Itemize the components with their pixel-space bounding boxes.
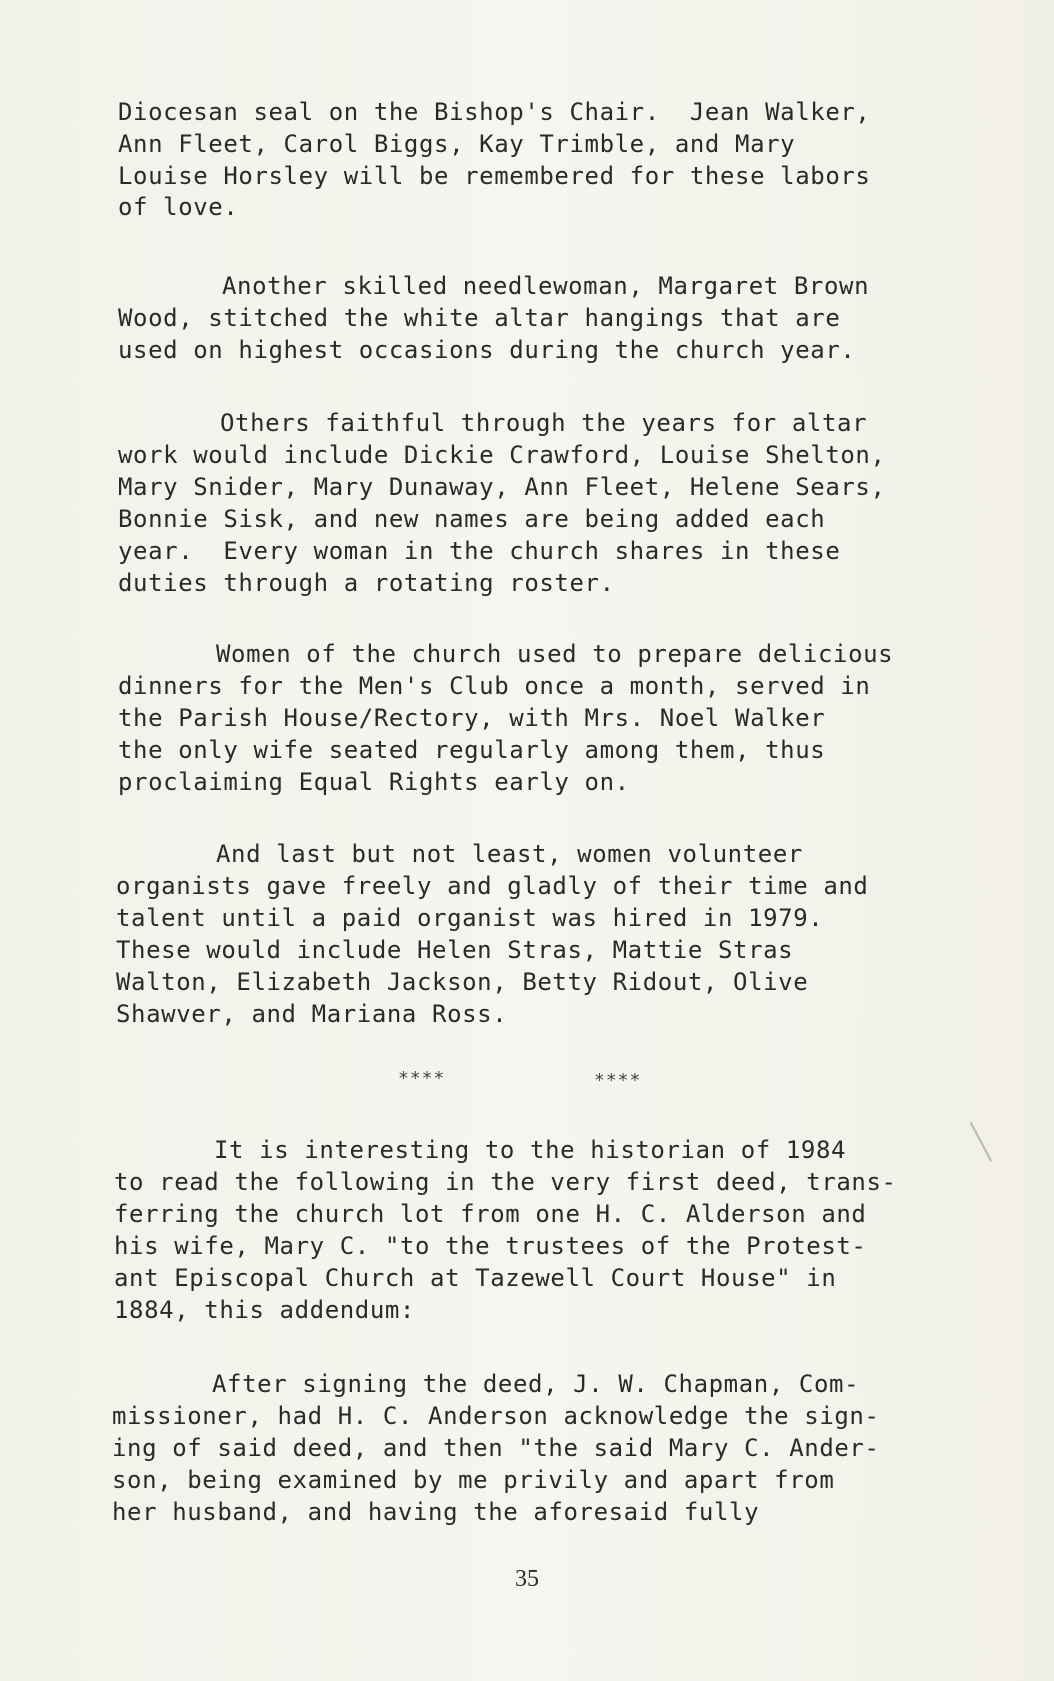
paragraph-3-line-2: work would include Dickie Crawford, Louise Shelton,: [118, 441, 886, 469]
paragraph-6-line-3: ferring the church lot from one H. C. Alderson and: [114, 1200, 867, 1228]
paragraph-6-line-1: It is interesting to the historian of 1984: [214, 1136, 847, 1164]
paragraph-4-line-3: the Parish House/Rectory, with Mrs. Noel Walker: [118, 704, 826, 732]
paragraph-6-line-5: ant Episcopal Church at Tazewell Court House" in: [114, 1264, 837, 1292]
paragraph-5-line-4: These would include Helen Stras, Mattie Stras: [116, 936, 794, 964]
paragraph-5-line-6: Shawver, and Mariana Ross.: [116, 1000, 508, 1028]
paragraph-6-line-6: 1884, this addendum:: [114, 1296, 415, 1324]
paragraph-7-line-1: After signing the deed, J. W. Chapman, Com-: [212, 1370, 860, 1398]
paragraph-7-line-3: ing of said deed, and then "the said Mary C. Ander-: [112, 1434, 880, 1462]
paragraph-1-line-4: of love.: [118, 193, 239, 221]
paragraph-7-line-2: missioner, had H. C. Anderson acknowledge the sign-: [112, 1402, 880, 1430]
paragraph-2-line-1: Another skilled needlewoman, Margaret Brown: [222, 272, 870, 300]
section-separator-left: ****: [398, 1068, 446, 1089]
paragraph-1-line-3: Louise Horsley will be remembered for these labors: [118, 162, 871, 190]
paragraph-3-line-1: Others faithful through the years for altar: [220, 409, 868, 437]
paragraph-5-line-2: organists gave freely and gladly of their time and: [116, 872, 869, 900]
paragraph-3-line-6: duties through a rotating roster.: [118, 569, 615, 597]
paragraph-3-line-3: Mary Snider, Mary Dunaway, Ann Fleet, Helene Sears,: [118, 473, 886, 501]
paragraph-4-line-4: the only wife seated regularly among them, thus: [118, 736, 826, 764]
section-separator-right: ****: [594, 1070, 642, 1091]
paragraph-3-line-4: Bonnie Sisk, and new names are being added each: [118, 505, 826, 533]
paragraph-6-line-2: to read the following in the very first deed, trans-: [114, 1168, 897, 1196]
paragraph-5-line-1: And last but not least, women volunteer: [216, 840, 803, 868]
paragraph-4-line-1: Women of the church used to prepare delicious: [216, 640, 894, 668]
paragraph-4-line-2: dinners for the Men's Club once a month, served in: [118, 672, 871, 700]
page-number: 35: [515, 1566, 539, 1592]
paragraph-7-line-5: her husband, and having the aforesaid fully: [112, 1498, 760, 1526]
paragraph-2-line-3: used on highest occasions during the church year.: [118, 336, 856, 364]
paragraph-5-line-5: Walton, Elizabeth Jackson, Betty Ridout, Olive: [116, 968, 809, 996]
paragraph-7-line-4: son, being examined by me privily and apart from: [112, 1466, 835, 1494]
paragraph-5-line-3: talent until a paid organist was hired in 1979.: [116, 904, 824, 932]
paragraph-2-line-2: Wood, stitched the white altar hangings that are: [118, 304, 841, 332]
paragraph-1-line-2: Ann Fleet, Carol Biggs, Kay Trimble, and Mary: [118, 130, 796, 158]
paragraph-4-line-5: proclaiming Equal Rights early on.: [118, 768, 630, 796]
paragraph-1-line-1: Diocesan seal on the Bishop's Chair. Jean Walker,: [118, 98, 871, 126]
paragraph-3-line-5: year. Every woman in the church shares in these: [118, 537, 841, 565]
paragraph-6-line-4: his wife, Mary C. "to the trustees of the Protest-: [114, 1232, 867, 1260]
